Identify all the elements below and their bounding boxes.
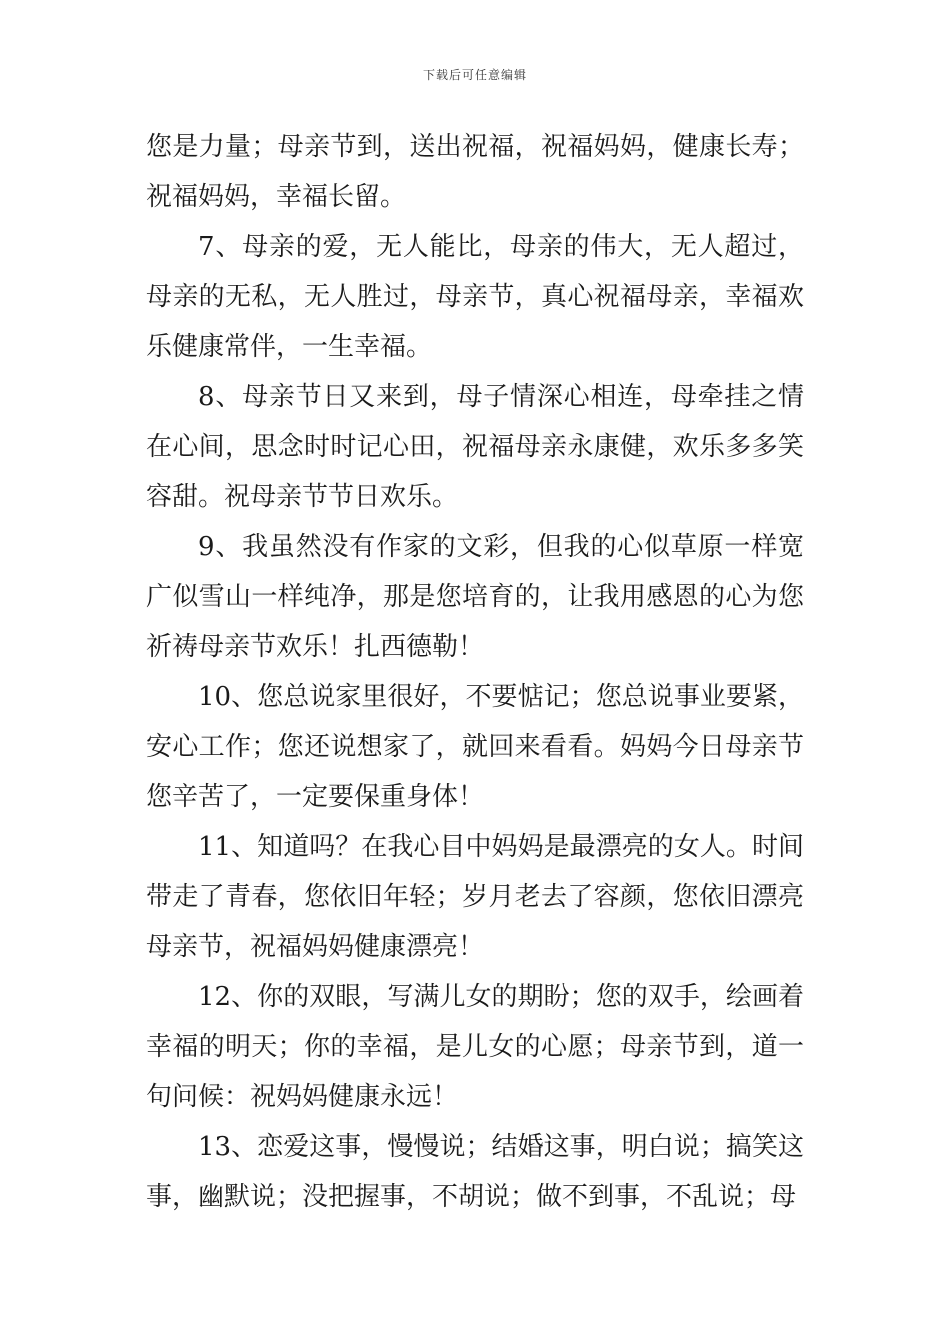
paragraph-11: 11、知道吗？在我心目中妈妈是最漂亮的女人。时间带走了青春，您依旧年轻；岁月老去了容颜，您依旧漂亮母亲节，祝福妈妈健康漂亮！ (146, 832, 804, 962)
paragraph-10: 10、您总说家里很好，不要惦记；您总说事业要紧，安心工作；您还说想家了，就回来看看。妈妈今日母亲节您辛苦了，一定要保重身体！ (146, 682, 804, 812)
paragraph-continuation: 您是力量；母亲节到，送出祝福，祝福妈妈，健康长寿；祝福妈妈，幸福长留。 (146, 132, 804, 212)
paragraph-9: 9、我虽然没有作家的文彩，但我的心似草原一样宽广似雪山一样纯净，那是您培育的，让我用感恩的心为您祈祷母亲节欢乐！扎西德勒！ (146, 532, 804, 662)
document-body (146, 122, 804, 1222)
paragraph-12: 12、你的双眼，写满儿女的期盼；您的双手，绘画着幸福的明天；你的幸福，是儿女的心愿；母亲节到，道一句问候：祝妈妈健康永远！ (146, 982, 804, 1112)
paragraph-13: 13、恋爱这事，慢慢说；结婚这事，明白说；搞笑这事，幽默说；没把握事，不胡说；做不到事，不乱说；母 (146, 1132, 804, 1212)
paragraph-8: 8、母亲节日又来到，母子情深心相连，母牵挂之情在心间，思念时时记心田，祝福母亲永康健，欢乐多多笑容甜。祝母亲节节日欢乐。 (146, 382, 804, 512)
page-header: 下载后可任意编辑 (422, 68, 527, 82)
paragraph-7: 7、母亲的爱，无人能比，母亲的伟大，无人超过，母亲的无私，无人胜过，母亲节，真心祝福母亲，幸福欢乐健康常伴，一生幸福。 (146, 232, 804, 362)
